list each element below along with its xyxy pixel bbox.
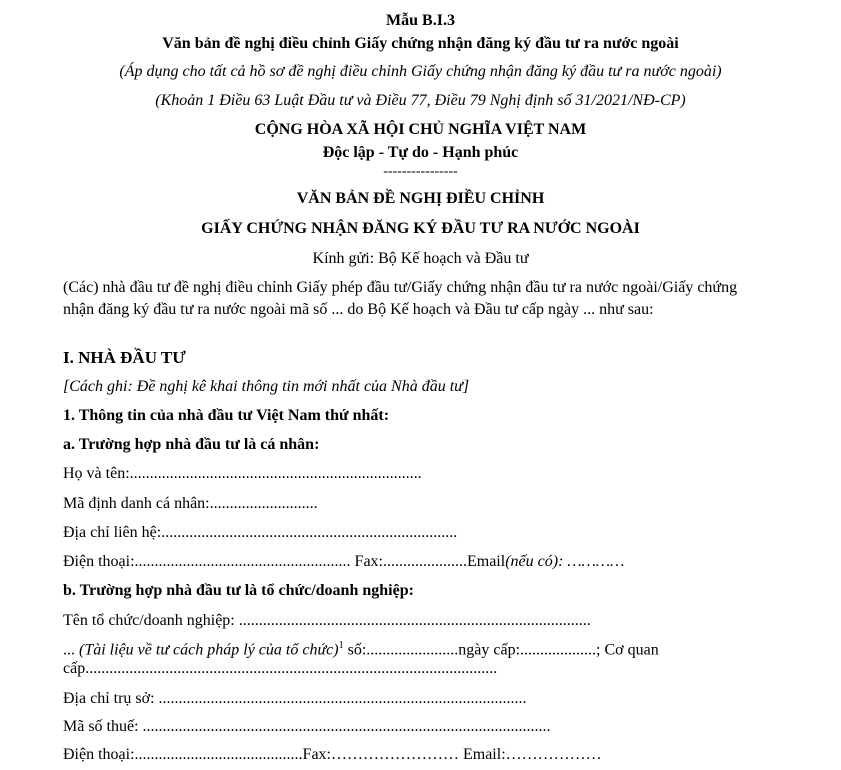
tax-code-field: Mã số thuế: ...................................................................................................... <box>63 718 551 735</box>
national-divider: ---------------- <box>383 164 458 179</box>
subsection-first-investor: 1. Thông tin của nhà đầu tư Việt Nam thứ nhất: <box>63 407 390 424</box>
full-name-field: Họ và tên:......................................................................... <box>63 465 422 482</box>
phone-fax-email-text: Điện thoại:...................................................... Fax:.....................Email <box>63 553 506 570</box>
org-name-field: Tên tổ chức/doanh nghiệp: ........................................................................................ <box>63 612 591 629</box>
hq-address-field: Địa chỉ trụ sở: ............................................................................................ <box>63 690 527 707</box>
legal-doc-note: (Tài liệu về tư cách pháp lý của tổ chức) <box>75 641 339 659</box>
phone-fax-email-individual <box>63 553 624 571</box>
email-dots: ………… <box>563 553 625 570</box>
national-motto: Độc lập - Tự do - Hạnh phúc <box>322 144 519 161</box>
legal-doc-prefix: ... <box>63 641 75 659</box>
legal-basis: (Khoản 1 Điều 63 Luật Đầu tư và Điều 77, Điều 79 Nghị định số 31/2021/NĐ-CP) <box>155 92 686 109</box>
section-heading-investor: I. NHÀ ĐẦU TƯ <box>63 348 186 367</box>
legal-doc-rest: số:.......................ngày cấp:...................; Cơ quan <box>343 641 659 659</box>
document-title-line1: VĂN BẢN ĐỀ NGHỊ ĐIỀU CHỈNH <box>296 190 545 207</box>
national-title: CỘNG HÒA XÃ HỘI CHỦ NGHĨA VIỆT NAM <box>254 121 587 138</box>
phone-fax-email-organization: Điện thoại:..........................................Fax:…………………… Email:……………… <box>63 746 602 763</box>
form-code: Mẫu B.I.3 <box>386 12 455 29</box>
intro-paragraph: (Các) nhà đầu tư đề nghị điều chỉnh Giấy phép đầu tư/Giấy chứng nhận đầu tư ra nước ngoài/Giấy chứng nhận đăng ký đầu tư ra nước ngoài mã số ... do Bộ Kế hoạch và Đầu tư cấp ngày ... như sau: <box>63 279 738 318</box>
section-note: [Cách ghi: Đề nghị kê khai thông tin mới nhất của Nhà đầu tư] <box>63 378 470 395</box>
email-optional-note: (nếu có): <box>505 553 564 570</box>
legal-document-issuer: cấp....................................................................................................... <box>63 660 498 677</box>
recipient: Kính gửi: Bộ Kế hoạch và Đầu tư <box>312 250 529 267</box>
case-b-heading: b. Trường hợp nhà đầu tư là tổ chức/doanh nghiệp: <box>63 582 414 599</box>
document-title-line2: GIẤY CHỨNG NHẬN ĐĂNG KÝ ĐẦU TƯ RA NƯỚC NGOÀI <box>201 220 640 237</box>
apply-note: (Áp dụng cho tất cả hồ sơ đề nghị điều chỉnh Giấy chứng nhận đăng ký đầu tư ra nước ngoài) <box>119 63 722 80</box>
legal-document-field <box>63 640 659 659</box>
case-a-heading: a. Trường hợp nhà đầu tư là cá nhân: <box>63 436 320 453</box>
footnote-mark: 1 <box>338 640 344 651</box>
form-title: Văn bản đề nghị điều chỉnh Giấy chứng nhận đăng ký đầu tư ra nước ngoài <box>162 35 679 52</box>
contact-address-field: Địa chỉ liên hệ:.......................................................................... <box>63 524 458 541</box>
personal-id-field: Mã định danh cá nhân:........................... <box>63 495 318 512</box>
